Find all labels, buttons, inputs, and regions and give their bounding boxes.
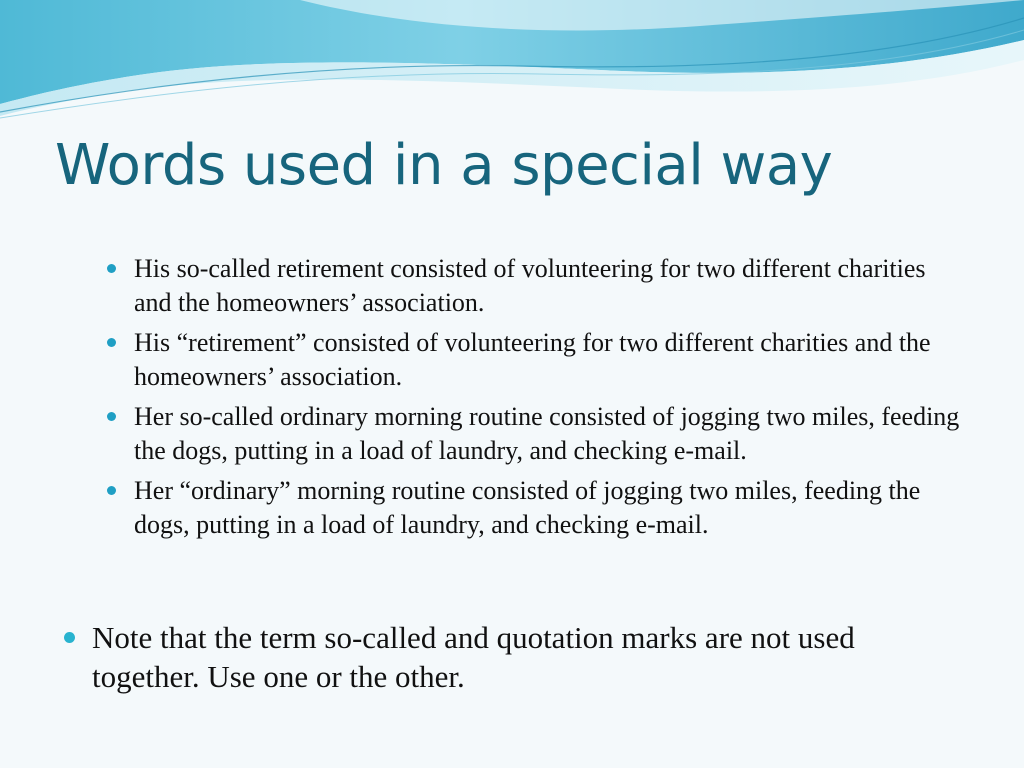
bullet-text: His “retirement” consisted of volunteering for two different charities and the homeowners’ association. bbox=[134, 328, 931, 391]
header-wave-decoration bbox=[0, 0, 1024, 130]
list-item bbox=[105, 474, 965, 542]
bullet-text: Her so-called ordinary morning routine consisted of jogging two miles, feeding the dogs, putting in a load of laundry, and checking e-mail. bbox=[134, 402, 960, 465]
list-item bbox=[105, 326, 965, 394]
bullet-dot-icon bbox=[107, 486, 116, 495]
bullet-dot-icon bbox=[107, 338, 116, 347]
bullet-dot-icon bbox=[107, 264, 116, 273]
main-bullet-list bbox=[62, 618, 962, 696]
list-item bbox=[105, 400, 965, 468]
list-item bbox=[62, 618, 962, 696]
bullet-dot-icon bbox=[64, 632, 75, 643]
sub-bullet-list bbox=[105, 252, 965, 548]
list-item bbox=[105, 252, 965, 320]
slide-title: Words used in a special way bbox=[55, 133, 833, 198]
bullet-text: His so-called retirement consisted of volunteering for two different charities and the homeowners’ association. bbox=[134, 254, 926, 317]
bullet-text: Her “ordinary” morning routine consisted of jogging two miles, feeding the dogs, putting in a load of laundry, and checking e-mail. bbox=[134, 476, 921, 539]
bullet-text: Note that the term so-called and quotation marks are not used together. Use one or the other. bbox=[92, 620, 855, 694]
bullet-dot-icon bbox=[107, 412, 116, 421]
